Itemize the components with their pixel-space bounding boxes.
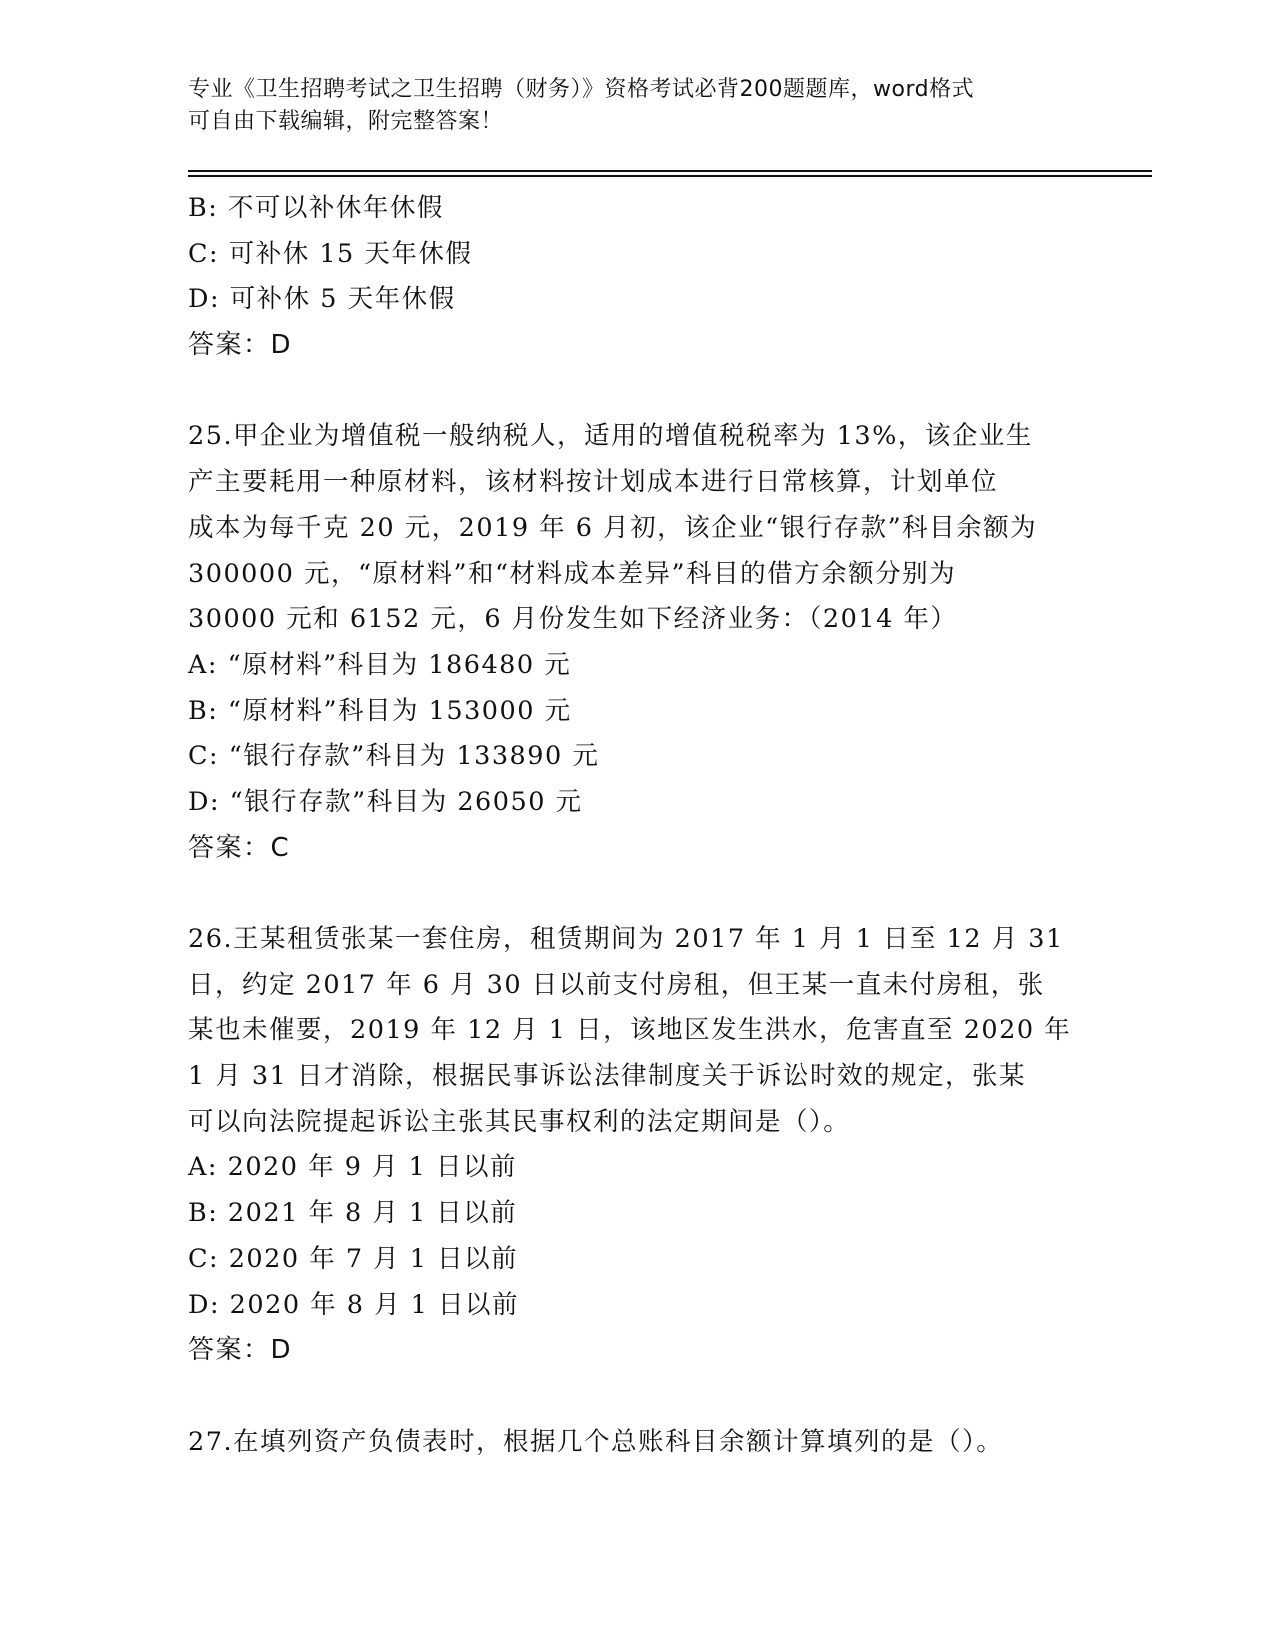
option-c: C: 2020 年 7 月 1 日以前 — [188, 1243, 519, 1274]
option-c: C: 可补休 15 天年休假 — [188, 238, 473, 269]
question-26 — [188, 917, 1088, 1374]
header-rule-top — [188, 170, 1152, 172]
option-a: A: “原材料”科目为 186480 元 — [188, 649, 572, 680]
document-header — [188, 74, 1068, 138]
question-stem-line: 可以向法院提起诉讼主张其民事权利的法定期间是（）。 — [188, 1106, 851, 1137]
answer-line: 答案：D — [188, 1335, 293, 1366]
question-27 — [188, 1420, 1088, 1466]
header-rule-bottom — [188, 175, 1152, 177]
question-stem-line: 25.甲企业为增值税一般纳税人，适用的增值税税率为 13%，该企业生 — [188, 421, 1033, 452]
question-stem-line: 成本为每千克 20 元，2019 年 6 月初，该企业“银行存款”科目余额为 — [188, 512, 1038, 543]
answer-line: 答案：C — [188, 832, 291, 863]
option-b: B: “原材料”科目为 153000 元 — [188, 695, 572, 726]
question-stem-line: 日，约定 2017 年 6 月 30 日以前支付房租，但王某一直未付房租，张 — [188, 969, 1045, 1000]
option-a: A: 2020 年 9 月 1 日以前 — [188, 1152, 517, 1183]
answer-line: 答案：D — [188, 330, 293, 361]
question-25 — [188, 414, 1088, 871]
question-stem-line: 30000 元和 6152 元，6 月份发生如下经济业务：（2014 年） — [188, 604, 958, 635]
option-c: C: “银行存款”科目为 133890 元 — [188, 741, 600, 772]
question-stem-line: 产主要耗用一种原材料，该材料按计划成本进行日常核算，计划单位 — [188, 467, 999, 498]
header-line-2: 可自由下载编辑，附完整答案！ — [188, 109, 504, 134]
option-d: D: 2020 年 8 月 1 日以前 — [188, 1289, 520, 1320]
question-stem-line: 26.王某租赁张某一套住房，租赁期间为 2017 年 1 月 1 日至 12 月 31 — [188, 924, 1064, 954]
option-b: B: 不可以补休年休假 — [188, 193, 444, 223]
option-d: D: 可补休 5 天年休假 — [188, 284, 456, 315]
option-b: B: 2021 年 8 月 1 日以前 — [188, 1198, 518, 1229]
header-line-1: 专业《卫生招聘考试之卫生招聘（财务）》资格考试必背200题题库，word格式 — [188, 77, 975, 102]
question-24-tail — [188, 186, 1088, 369]
option-d: D: “银行存款”科目为 26050 元 — [188, 786, 583, 817]
question-list — [188, 186, 1088, 1465]
question-stem-line: 某也未催要，2019 年 12 月 1 日，该地区发生洪水，危害直至 2020 年 — [188, 1015, 1072, 1046]
question-stem-line: 300000 元，“原材料”和“材料成本差异”科目的借方余额分别为 — [188, 558, 957, 589]
question-stem-line: 1 月 31 日才消除，根据民事诉讼法律制度关于诉讼时效的规定，张某 — [188, 1061, 1026, 1092]
question-stem-line: 27.在填列资产负债表时，根据几个总账科目余额计算填列的是（）。 — [188, 1426, 1004, 1457]
